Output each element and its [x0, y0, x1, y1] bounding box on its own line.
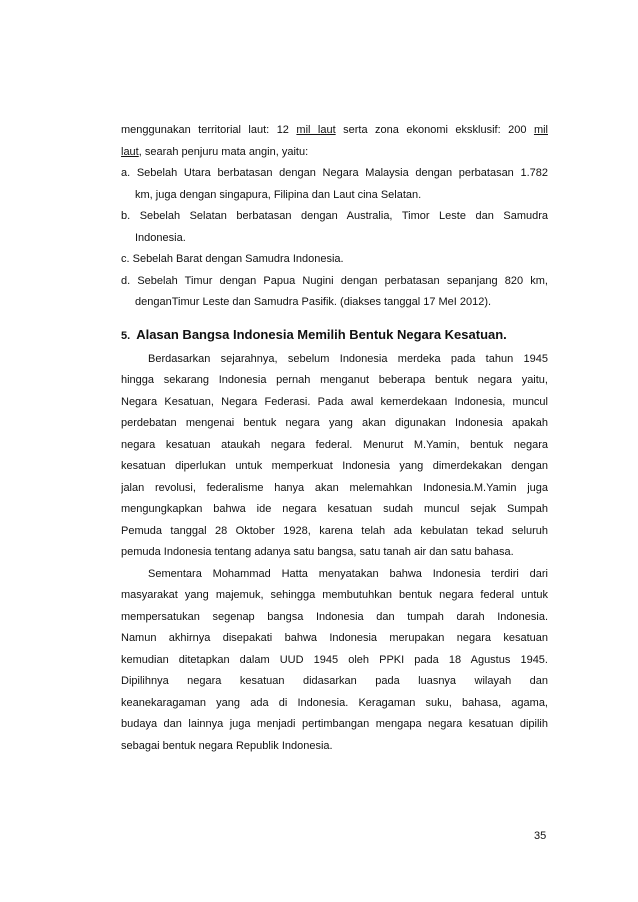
paragraph-2-line: mempersatukan segenap bangsa Indonesia dan tumpah darah Indonesia.: [121, 610, 548, 623]
list-item-b-line-1: b. Sebelah Selatan berbatasan dengan Australia, Timor Leste dan Samudra: [121, 210, 548, 222]
section-heading: [121, 324, 548, 346]
section-title: Alasan Bangsa Indonesia Memilih Bentuk Negara Kesatuan.: [136, 326, 507, 342]
paragraph-1-line: mengungkapkan bahwa ide negara kesatuan sudah muncul sejak Sumpah: [121, 503, 548, 515]
list-item-b-line-2: Indonesia.: [135, 231, 186, 244]
list-item-d-line-2: denganTimur Leste dan Samudra Pasifik. (diakses tanggal 17 MeI 2012).: [135, 296, 492, 308]
list-item-c: c. Sebelah Barat dengan Samudra Indonesia.: [121, 253, 344, 265]
paragraph-1-line: hingga sekarang Indonesia pernah menganut beberapa bentuk negara yaitu,: [121, 374, 548, 386]
list-item-a-line-1: a. Sebelah Utara berbatasan dengan Negara Malaysia dengan perbatasan 1.782: [121, 167, 548, 179]
mil-laut-link[interactable]: mil laut: [296, 124, 336, 136]
page-content: [121, 120, 548, 757]
paragraph-1-line: jalan revolusi, federalisme hanya akan melemahkan Indonesia.M.Yamin juga: [121, 481, 548, 494]
section-number: 5.: [121, 329, 131, 342]
list-item-d-line-1: d. Sebelah Timur dengan Papua Nugini dengan perbatasan sepanjang 820 km,: [121, 274, 548, 287]
paragraph-2-line: masyarakat yang majemuk, sehingga membutuhkan bentuk negara federal untuk: [121, 589, 548, 601]
mil-laut-link-part1[interactable]: mil: [533, 124, 548, 136]
list-item-a-line-2: km, juga dengan singapura, Filipina dan Laut cina Selatan.: [135, 188, 422, 201]
page-number: 35: [534, 830, 547, 842]
paragraph-2-line: keanekaragaman yang ada di Indonesia. Keragaman suku, bahasa, agama,: [121, 696, 548, 709]
paragraph-2-line: Dipilihnya negara kesatuan didasarkan pada luasnya wilayah dan: [121, 675, 548, 687]
intro-line-1: menggunakan territorial laut: 12 mil laut serta zona ekonomi eksklusif: 200 mil: [121, 124, 548, 136]
paragraph-2-last-line: sebagai bentuk negara Republik Indonesia.: [121, 739, 333, 752]
paragraph-1-line: kesatuan diperlukan untuk memperkuat Indonesia yang dimerdekakan dengan: [121, 460, 548, 472]
paragraph-1-last-line: pemuda Indonesia tentang adanya satu bangsa, satu tanah air dan satu bahasa.: [121, 546, 514, 558]
paragraph-1-line: negara kesatuan ataukah negara federal. Menurut M.Yamin, bentuk negara: [121, 438, 548, 451]
paragraph-2-line: budaya dan lainnya juga menjadi pertimbangan mengapa negara kesatuan dipilih: [121, 718, 548, 730]
paragraph-1-line: Pemuda tanggal 28 Oktober 1928, karena telah ada kebulatan tekad seluruh: [121, 524, 548, 537]
paragraph-2-line: Namun akhirnya disepakati bahwa Indonesia merupakan negara kesatuan: [121, 632, 548, 644]
paragraph-2-line: kemudian ditetapkan dalam UUD 1945 oleh PPKI pada 18 Agustus 1945.: [121, 653, 548, 666]
paragraph-1-line: Berdasarkan sejarahnya, sebelum Indonesia merdeka pada tahun 1945: [148, 352, 548, 365]
paragraph-1-line: Negara Kesatuan, Negara Federasi. Pada awal kemerdekaan Indonesia, muncul: [121, 395, 548, 408]
intro-line-2: laut, searah penjuru mata angin, yaitu:: [121, 145, 309, 158]
mil-laut-link-part2[interactable]: laut: [121, 145, 139, 158]
paragraph-1-line: perdebatan mengenai bentuk negara yang akan digunakan Indonesia apakah: [121, 417, 548, 429]
paragraph-2-line: Sementara Mohammad Hatta menyatakan bahwa Indonesia terdiri dari: [148, 567, 548, 580]
